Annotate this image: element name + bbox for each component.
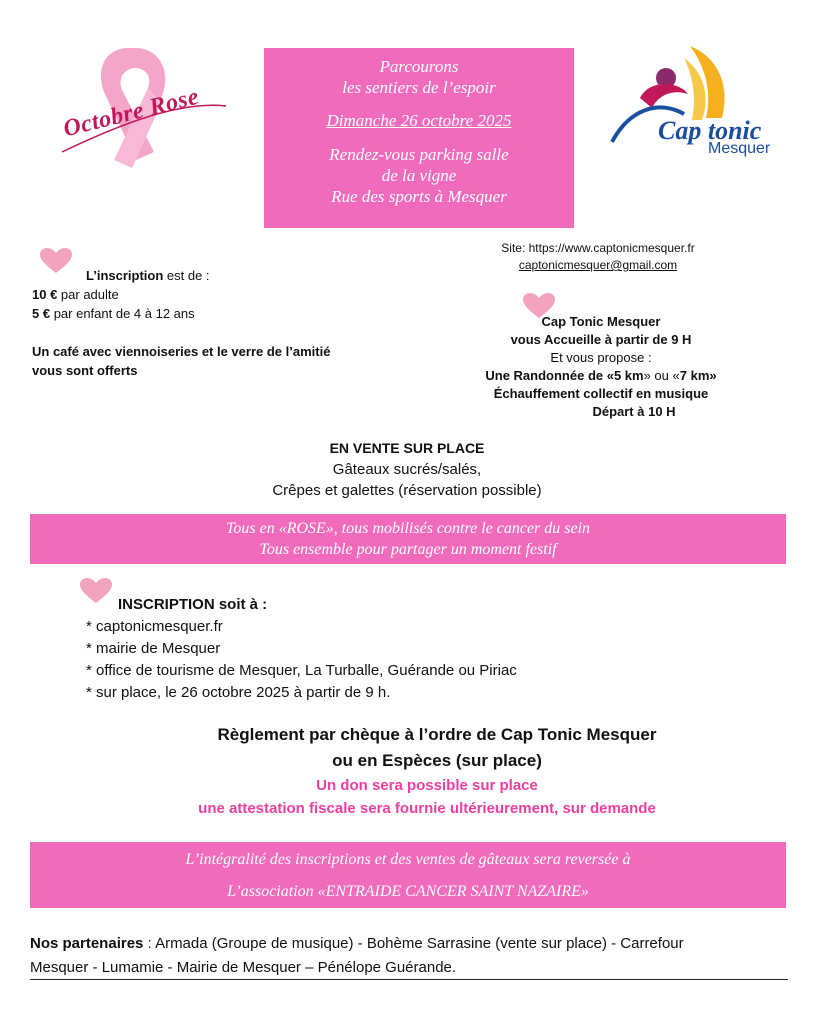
octobre-rose-text: Octobre Rose: [60, 83, 202, 143]
adult-text: par adulte: [57, 287, 119, 302]
child-price-line: [32, 304, 330, 323]
club-rando: [456, 367, 746, 385]
slogan-line2: Tous ensemble pour partager un moment festif: [259, 541, 557, 558]
vente-line1: Gâteaux sucrés/salés,: [332, 461, 482, 478]
email-link[interactable]: captonicmesquer@gmail.com: [518, 258, 678, 272]
club-name: Cap Tonic Mesquer: [541, 314, 661, 329]
bottom-divider: [30, 979, 788, 980]
header-line1: Parcourons: [379, 57, 459, 76]
captonic-figure-icon: [610, 38, 800, 168]
slogan-band: [30, 514, 786, 564]
don-line1: Un don sera possible sur place: [316, 777, 538, 794]
inscription-where: [86, 594, 517, 704]
association-line1: L’intégralité des inscriptions et des ventes de gâteaux sera reversée à: [185, 851, 631, 868]
header-rdv3: Rue des sports à Mesquer: [331, 187, 507, 206]
child-price: 5 €: [32, 306, 51, 321]
cafe-line2: vous sont offerts: [32, 363, 138, 378]
reglement-block: [150, 722, 724, 774]
header-date: Dimanche 26 octobre 2025: [326, 111, 512, 130]
list-item: * office de tourisme de Mesquer, La Turballe, Guérande ou Piriac: [86, 662, 517, 679]
child-text: par enfant de 4 à 12 ans: [50, 306, 195, 321]
partners-text1: : Armada (Groupe de musique) - Bohème Sarrasine (vente sur place) - Carrefour: [143, 935, 684, 952]
don-block: [100, 774, 754, 820]
partners-line1: [30, 932, 790, 956]
adult-price: 10 €: [32, 287, 58, 302]
header-line2: les sentiers de l’espoir: [342, 78, 496, 97]
vente-line2: Crêpes et galettes (réservation possible): [272, 482, 542, 499]
site-link[interactable]: Site: https://www.captonicmesquer.fr: [501, 241, 695, 255]
rando-7km: 7 km»: [679, 368, 717, 383]
octobre-rose-logo: [44, 40, 234, 190]
inscription-label-bold: L’inscription: [86, 268, 164, 283]
vente-title: EN VENTE SUR PLACE: [329, 440, 485, 456]
captonic-brand: Cap tonic: [658, 116, 762, 145]
captonic-sub: Mesquer: [708, 140, 771, 157]
header-rdv2: de la vigne: [381, 166, 457, 185]
cafe-line1: Un café avec viennoiseries et le verre de l’amitié: [32, 344, 331, 359]
club-propose: Et vous propose :: [550, 350, 652, 365]
slogan-line1: Tous en «ROSE», tous mobilisés contre le cancer du sein: [225, 520, 591, 537]
list-item: * mairie de Mesquer: [86, 640, 221, 657]
don-line2: une attestation fiscale sera fournie ultérieurement, sur demande: [198, 800, 656, 817]
vente-block: [180, 438, 634, 501]
association-band: [30, 842, 786, 908]
club-block: [456, 313, 746, 421]
header-rdv1: Rendez-vous parking salle: [329, 145, 509, 164]
rando-ou: » ou «: [643, 368, 680, 383]
reglement-line1: Règlement par chèque à l’ordre de Cap Tonic Mesquer: [217, 725, 657, 744]
header-box: [264, 48, 574, 228]
list-item: * captonicmesquer.fr: [86, 618, 223, 635]
inscription-block: [32, 266, 330, 380]
inscription-where-title: INSCRIPTION soit à :: [118, 596, 268, 613]
inscription-label: [32, 266, 330, 285]
contact-block: [470, 240, 726, 274]
partners-label: Nos partenaires: [30, 935, 144, 952]
club-depart: Départ à 10 H: [592, 404, 676, 419]
captonic-logo: [610, 38, 800, 168]
partners-line2: Mesquer - Lumamie - Mairie de Mesquer – Pénélope Guérande.: [30, 959, 457, 976]
partners-block: [30, 932, 790, 980]
inscription-label-rest: est de :: [163, 268, 210, 283]
adult-price-line: [32, 285, 330, 304]
association-line2: L’association «ENTRAIDE CANCER SAINT NAZAIRE»: [227, 883, 589, 900]
club-accueil: vous Accueille à partir de 9 H: [510, 332, 692, 347]
list-item: * sur place, le 26 octobre 2025 à partir de 9 h.: [86, 684, 391, 701]
reglement-line2: ou en Espèces (sur place): [332, 751, 542, 770]
club-echauffement: Échauffement collectif en musique: [493, 386, 709, 401]
rando-5km: Une Randonnée de «5 km: [485, 368, 644, 383]
